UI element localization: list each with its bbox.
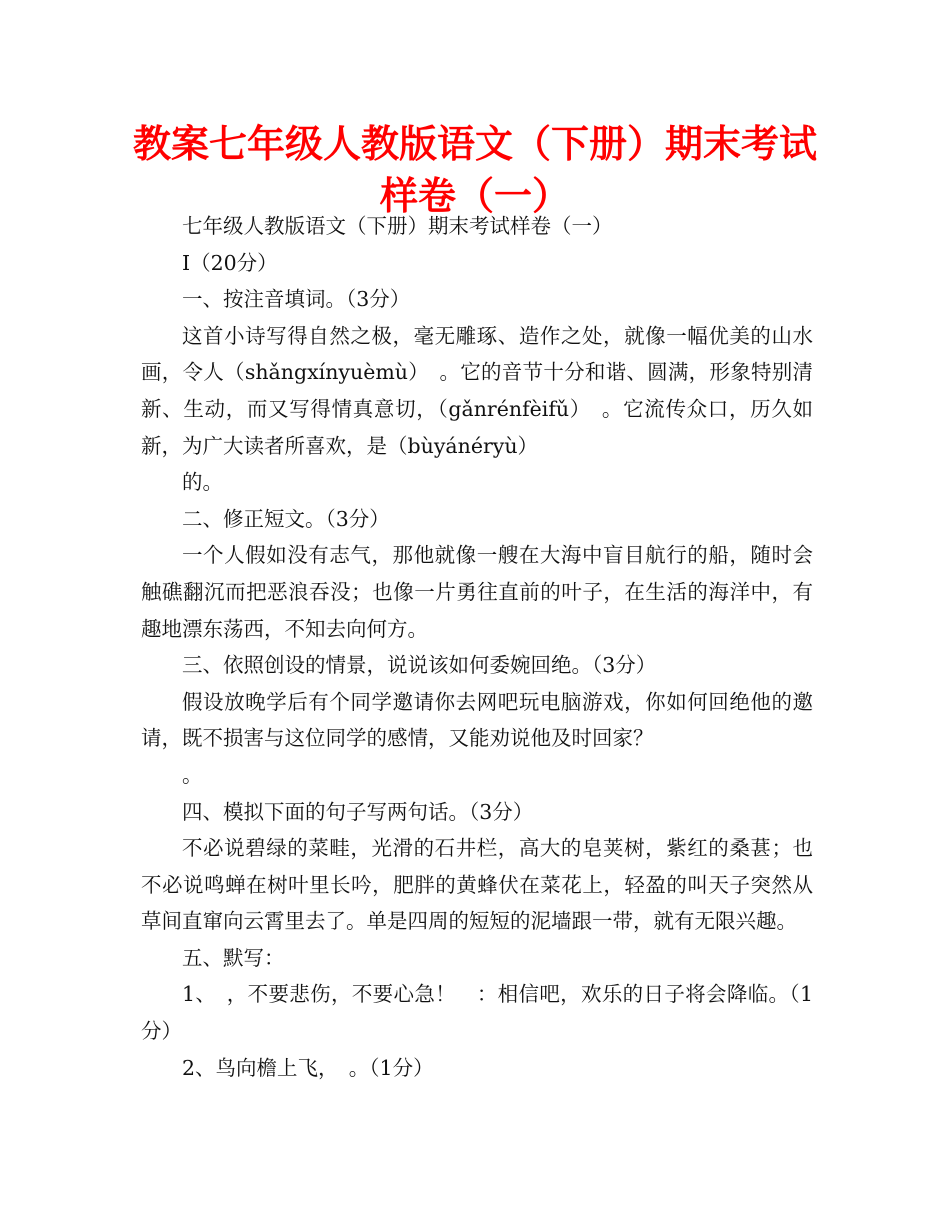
question-1-text: 这首小诗写得自然之极，毫无雕琢、造作之处，就像一幅优美的山水画，令人（shǎngxínyuèmù） 。它的音节十分和谐、圆满，形象特别清新、生动，而又写得情真意切，（gǎnrénfèifǔ） 。它流传众口，历久如新，为广大读者所喜欢，是（bùyánéryù） (141, 323, 813, 458)
question-5-item-2: 2、鸟向檐上飞， 。（1分） (182, 1055, 434, 1080)
question-heading-4: 四、模拟下面的句子写两句话。（3分） (182, 799, 534, 824)
question-4-text: 不必说碧绿的菜畦，光滑的石井栏，高大的皂荚树，紫红的桑葚；也不必说鸣蝉在树叶里长吟，肥胖的黄蜂伏在菜花上，轻盈的叫天子突然从草间直窜向云霄里去了。单是四周的短短的泥墙跟一带，就有无限兴趣。 (141, 836, 813, 934)
paragraph-subtitle: 七年级人教版语文（下册）期末考试样卷（一） (182, 214, 613, 238)
question-5-item-1: 1、 ，不要悲伤，不要心急！ ：相信吧，欢乐的日子将会降临。（1分） (141, 982, 813, 1044)
question-heading-2: 二、修正短文。（3分） (182, 506, 390, 531)
document-body (141, 208, 813, 1086)
title-line-1: 教案七年级人教版语文（下册）期末考试 (132, 122, 817, 166)
question-3-text: 假设放晚学后有个同学邀请你去网吧玩电脑游戏，你如何回绝他的邀请，既不损害与这位同学的感情，又能劝说他及时回家？ (141, 689, 813, 751)
question-heading-1: 一、按注音填词。（3分） (182, 287, 411, 312)
question-1-text-end: 的。 (182, 470, 223, 495)
question-2-text: 一个人假如没有志气，那他就像一艘在大海中盲目航行的船，随时会触礁翻沉而把恶浪吞没；也像一片勇往直前的叶子，在生活的海洋中，有趣地漂东荡西，不知去向何方。 (141, 543, 813, 641)
section-heading-part-1: I（20分） (182, 250, 278, 275)
question-heading-3: 三、依照创设的情景，说说该如何委婉回绝。（3分） (182, 653, 657, 678)
question-3-answer-line: 。 (182, 762, 203, 787)
title-line-2: 样卷（一） (379, 174, 570, 218)
document-title (100, 118, 850, 222)
question-heading-5: 五、默写： (182, 945, 285, 970)
